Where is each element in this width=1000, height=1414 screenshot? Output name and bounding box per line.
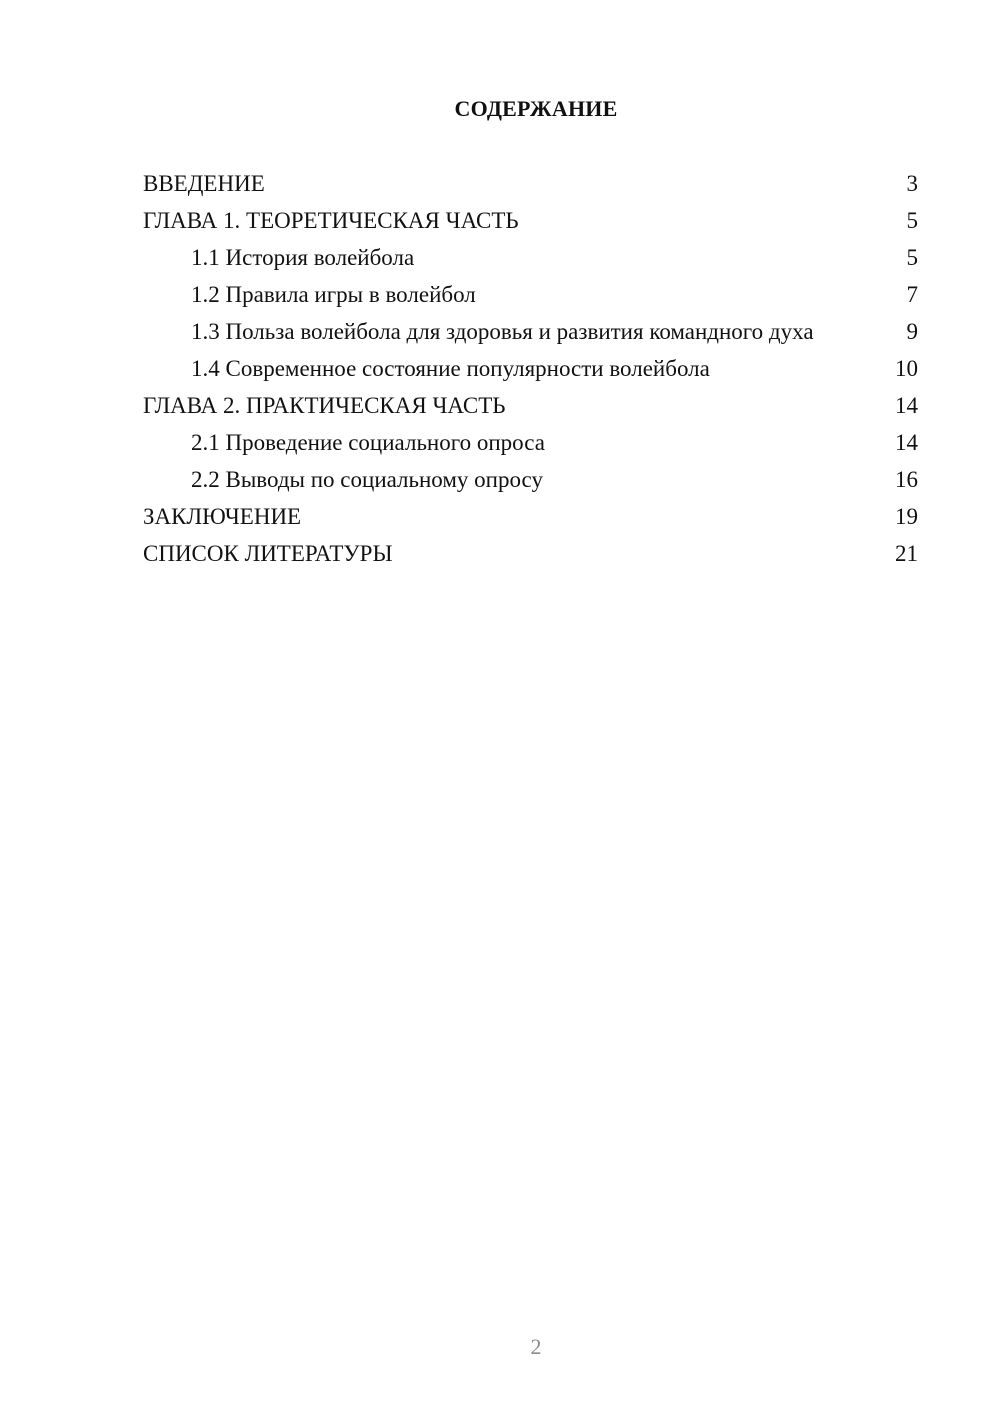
toc-entry-label: ГЛАВА 2. ПРАКТИЧЕСКАЯ ЧАСТЬ: [143, 393, 506, 418]
toc-entry-page: 7: [906, 282, 918, 307]
toc-entry-label: 2.1 Проведение социального опроса: [191, 430, 545, 455]
toc-entry-label: 1.1 История волейбола: [191, 245, 415, 270]
toc-entry-section-2-2[interactable]: [143, 466, 918, 493]
toc-entry-page: 21: [895, 541, 918, 566]
toc-entry-label: 1.3 Польза волейбола для здоровья и развития командного духа: [191, 319, 814, 344]
toc-entry-conclusion[interactable]: [143, 503, 918, 530]
toc-entry-page: 16: [895, 467, 918, 492]
toc-entry-label: ГЛАВА 1. ТЕОРЕТИЧЕСКАЯ ЧАСТЬ: [143, 208, 519, 233]
toc-entry-label: ВВЕДЕНИЕ: [143, 171, 265, 196]
toc-entry-section-1-2[interactable]: [143, 281, 918, 308]
toc-entry-page: 5: [906, 208, 918, 233]
toc-entry-introduction[interactable]: [143, 170, 918, 197]
toc-entry-section-1-4[interactable]: [143, 355, 918, 382]
toc-entry-label: ЗАКЛЮЧЕНИЕ: [143, 504, 302, 529]
toc-entry-label: СПИСОК ЛИТЕРАТУРЫ: [143, 541, 393, 566]
toc-entry-section-1-1[interactable]: [143, 244, 918, 271]
toc-entry-chapter-2[interactable]: [143, 392, 918, 419]
toc-entry-page: 3: [906, 171, 918, 196]
toc-title: СОДЕРЖАНИЕ: [454, 96, 618, 121]
toc-entry-chapter-1[interactable]: [143, 207, 918, 234]
toc-entry-label: 2.2 Выводы по социальному опросу: [191, 467, 543, 492]
table-of-contents: [143, 170, 918, 577]
toc-entry-page: 19: [895, 504, 918, 529]
toc-entry-label: 1.4 Современное состояние популярности волейбола: [191, 356, 710, 381]
page-number: 2: [530, 1334, 542, 1359]
toc-entry-section-1-3[interactable]: [143, 318, 918, 345]
toc-entry-page: 14: [895, 430, 918, 455]
toc-entry-label: 1.2 Правила игры в волейбол: [191, 282, 476, 307]
toc-entry-section-2-1[interactable]: [143, 429, 918, 456]
toc-entry-bibliography[interactable]: [143, 540, 918, 567]
toc-entry-page: 14: [895, 393, 918, 418]
toc-entry-page: 9: [906, 319, 918, 344]
toc-entry-page: 5: [906, 245, 918, 270]
toc-entry-page: 10: [895, 356, 918, 381]
